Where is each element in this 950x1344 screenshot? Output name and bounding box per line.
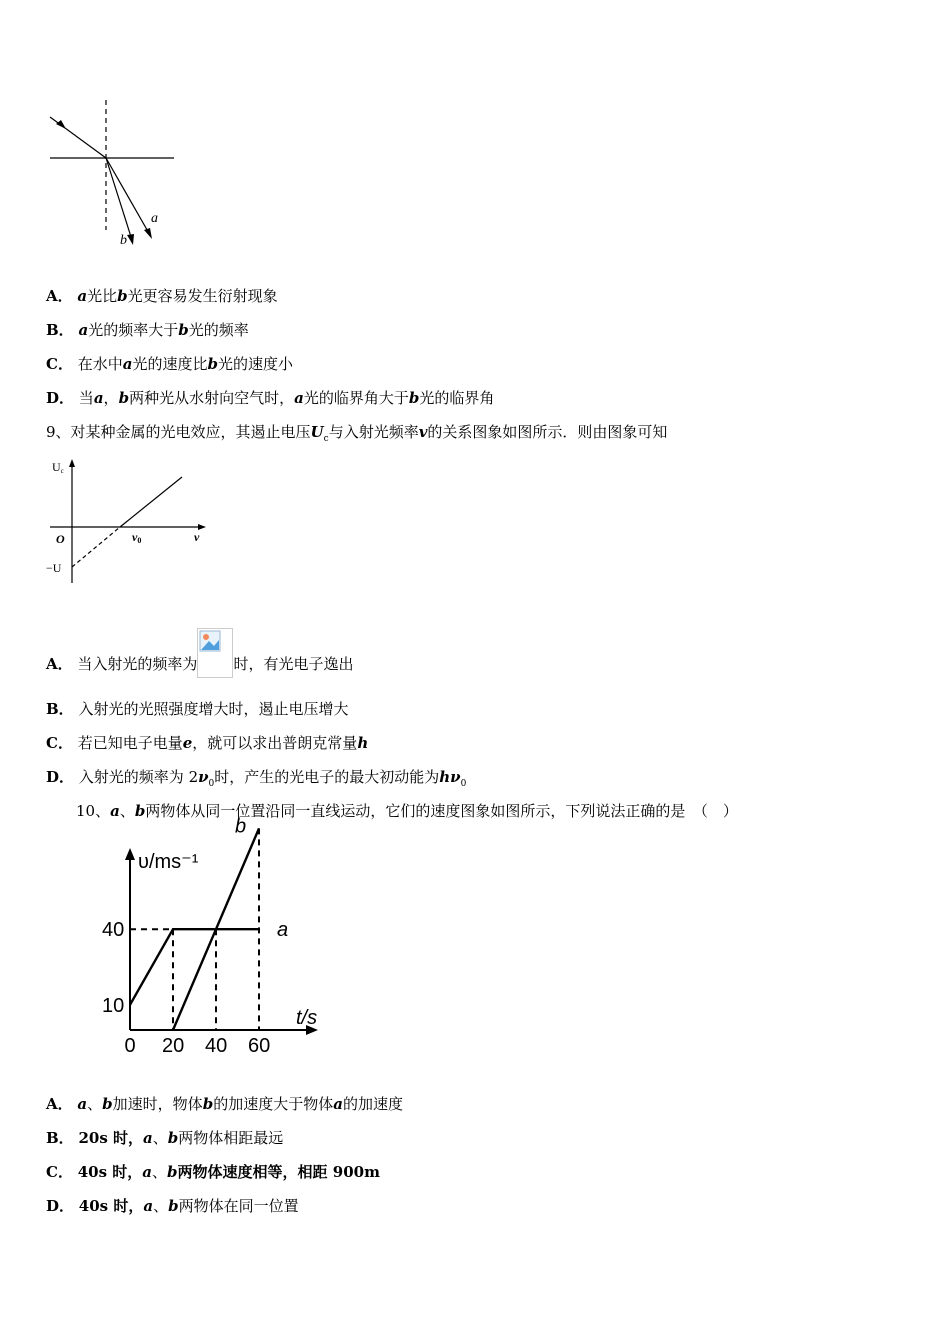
q8-option-c: C． 在水中a光的速度比b光的速度小 <box>46 355 294 373</box>
solid-line <box>120 477 182 527</box>
label-a: a <box>151 211 158 226</box>
q9-option-a: A． 当入射光的频率为 时，有光电子逸出 <box>46 640 353 690</box>
q10-stem: 10、a、b两物体从同一位置沿同一直线运动，它们的速度图象如图所示，下列说法正确的是 （ ） <box>76 802 738 820</box>
y-axis-label: υ/ms⁻¹ <box>138 851 199 873</box>
y-tick-40: 40 <box>102 919 125 942</box>
series-b-label: b <box>235 815 247 838</box>
q9-option-c: C． 若已知电子电量e，就可以求出普朗克常量h <box>46 734 369 752</box>
y-label: Uc <box>52 460 64 475</box>
nu0-label: ν0 <box>132 530 142 545</box>
y-axis-arrow <box>69 459 75 467</box>
x-tick-60: 60 <box>248 1035 271 1057</box>
q9-option-b: B． 入射光的光照强度增大时，遏止电压增大 <box>46 700 349 718</box>
broken-image-icon <box>197 628 233 678</box>
q9-stem: 9、对某种金属的光电效应，其遏止电压$U_c$与入射光频率v的关系图象如图所示．则由图象可知 <box>46 423 668 444</box>
refraction-figure <box>40 95 190 255</box>
x-tick-20: 20 <box>162 1035 185 1057</box>
q10-option-b: B． 20s 时，a、b两物体相距最远 <box>46 1129 284 1147</box>
origin-label: O <box>56 532 65 546</box>
label-b: b <box>120 233 127 248</box>
dashed-line <box>72 527 120 567</box>
series-a-label: a <box>277 919 289 942</box>
q10-option-d: D． 40s 时，a、b两物体在同一位置 <box>46 1197 299 1215</box>
refracted-ray-b <box>106 158 132 240</box>
q10-option-a: A． a、b加速时，物体b的加速度大于物体a的加速度 <box>46 1095 403 1113</box>
y-tick-10: 10 <box>102 994 125 1017</box>
photoelectric-graph <box>40 455 215 590</box>
series-a-line <box>130 929 259 1005</box>
x-axis-label: t/s <box>296 1007 318 1029</box>
x-label: ν <box>194 530 200 544</box>
q10-option-c: C． 40s 时，a、b两物体速度相等，相距 900m <box>46 1163 380 1181</box>
y-axis-arrow <box>125 848 135 860</box>
incident-arrow <box>56 120 66 129</box>
velocity-time-chart <box>92 815 332 1057</box>
arrow-b <box>127 234 134 245</box>
neg-u-label: −U <box>46 561 62 575</box>
x-tick-0: 0 <box>124 1035 136 1057</box>
q8-option-d: D． 当a，b两种光从水射向空气时，a光的临界角大于b光的临界角 <box>46 389 495 407</box>
q8-option-a: A． a光比b光更容易发生衍射现象 <box>46 287 278 305</box>
arrow-a <box>144 228 152 239</box>
q8-option-b: B． a光的频率大于b光的频率 <box>46 321 249 339</box>
refracted-ray-a <box>106 158 150 235</box>
x-tick-40: 40 <box>205 1035 228 1057</box>
q9-option-d: D． 入射光的频率为 $2\nu_0$时，产生的光电子的最大初动能为$h\nu_0$ <box>46 768 467 789</box>
